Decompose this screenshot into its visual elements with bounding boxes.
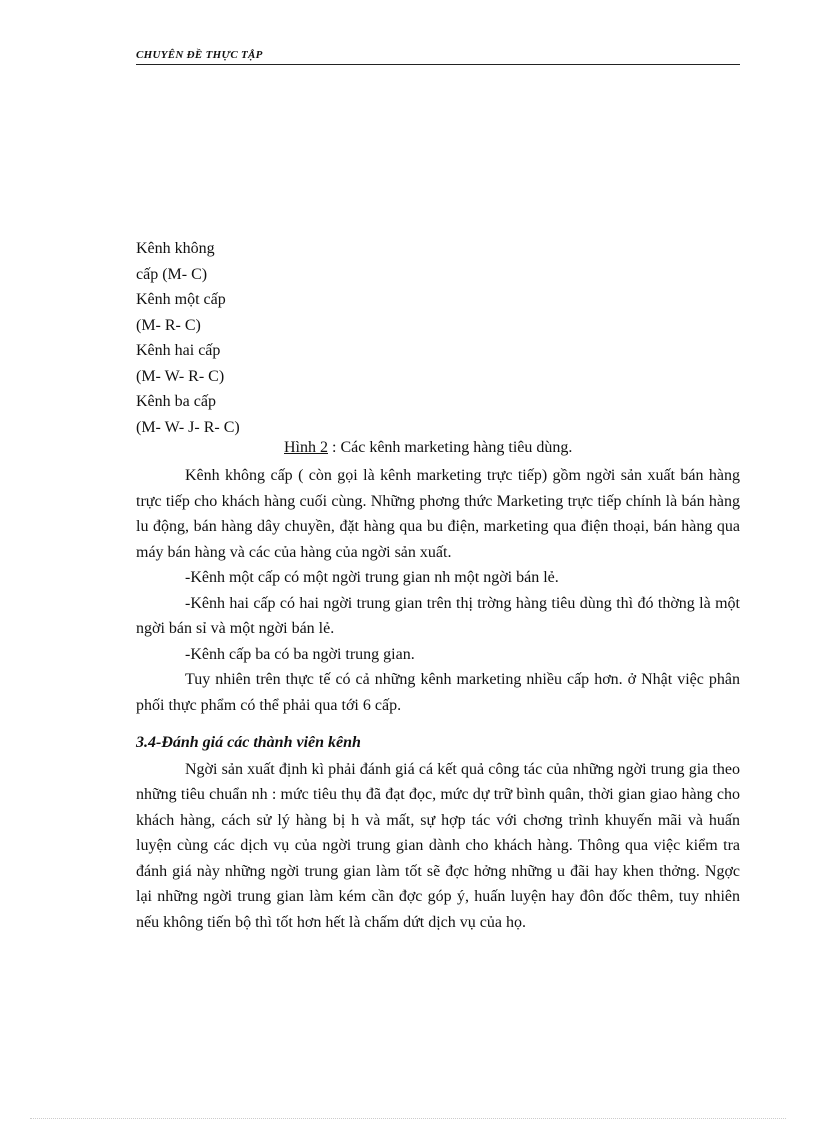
- paragraph: Tuy nhiên trên thực tế có cả những kênh marketing nhiều cấp hơn. ở Nhật việc phân phối thực phẩm có thể phải qua tới 6 cấp.: [136, 671, 740, 714]
- channel-label: (M- W- R- C): [136, 367, 225, 385]
- figure-caption: [284, 439, 572, 457]
- paragraph: -Kênh cấp ba có ba ngời trung gian.: [185, 645, 415, 663]
- channel-label: (M- W- J- R- C): [136, 418, 240, 436]
- paragraph: -Kênh một cấp có một ngời trung gian nh một ngời bán lẻ.: [185, 569, 559, 586]
- paragraph: Kênh không cấp ( còn gọi là kênh marketing trực tiếp) gồm ngời sản xuất bán hàng trực tiếp cho khách hàng cuối cùng. Những phơng thức Marketing trực tiếp chính là bán hàng lu động, bán hàng dây chuyền, đặt hàng qua bu điện, marketing qua điện thoại, bán hàng qua máy bán hàng và các của hàng của ngời sản xuất.: [136, 467, 740, 561]
- channel-label: Kênh không: [136, 240, 215, 257]
- paragraph: -Kênh hai cấp có hai ngời trung gian trên thị trờng hàng tiêu dùng thì đó thờng là một ngời bán sỉ và một ngời bán lẻ.: [136, 594, 740, 637]
- body-text: [136, 463, 740, 935]
- channel-label: cấp (M- C): [136, 265, 208, 283]
- page-bottom-divider: [30, 1118, 786, 1119]
- channel-label: Kênh một cấp: [136, 291, 226, 308]
- channel-label-list: [136, 236, 436, 440]
- section-heading: 3.4-Đánh giá các thành viên kênh: [136, 734, 361, 751]
- channel-label: (M- R- C): [136, 316, 201, 334]
- figure-number: Hình 2: [284, 439, 328, 456]
- channel-label: Kênh hai cấp: [136, 342, 221, 359]
- header-title: CHUYÊN ĐỀ THỰC TẬP: [136, 49, 263, 61]
- channel-label: Kênh ba cấp: [136, 393, 216, 410]
- section-paragraph: Ngời sản xuất định kì phải đánh giá cá kết quả công tác của những ngời trung gia theo những tiêu chuẩn nh : mức tiêu thụ đã đạt đọc, mức dự trữ bình quân, thời gian giao hàng cho khách hàng, cách sử lý hàng bị h và mất, sự hợp tác với chơng trình khuyến mãi và huấn luyện cùng các dịch vụ của ngời trung gian dành cho khách hàng. Thông qua việc kiểm tra đánh giá này những ngời trung gian làm tốt sẽ đợc hởng những u đãi hay khen thởng. Ngợc lại những ngời trung gian làm kém cần đợc góp ý, huấn luyện hay đôn đốc thêm, tuy nhiên nếu không tiến bộ thì tốt hơn hết là chấm dứt dịch vụ của họ.: [136, 760, 740, 931]
- page-header: [136, 48, 740, 65]
- figure-caption-text: : Các kênh marketing hàng tiêu dùng.: [328, 439, 573, 456]
